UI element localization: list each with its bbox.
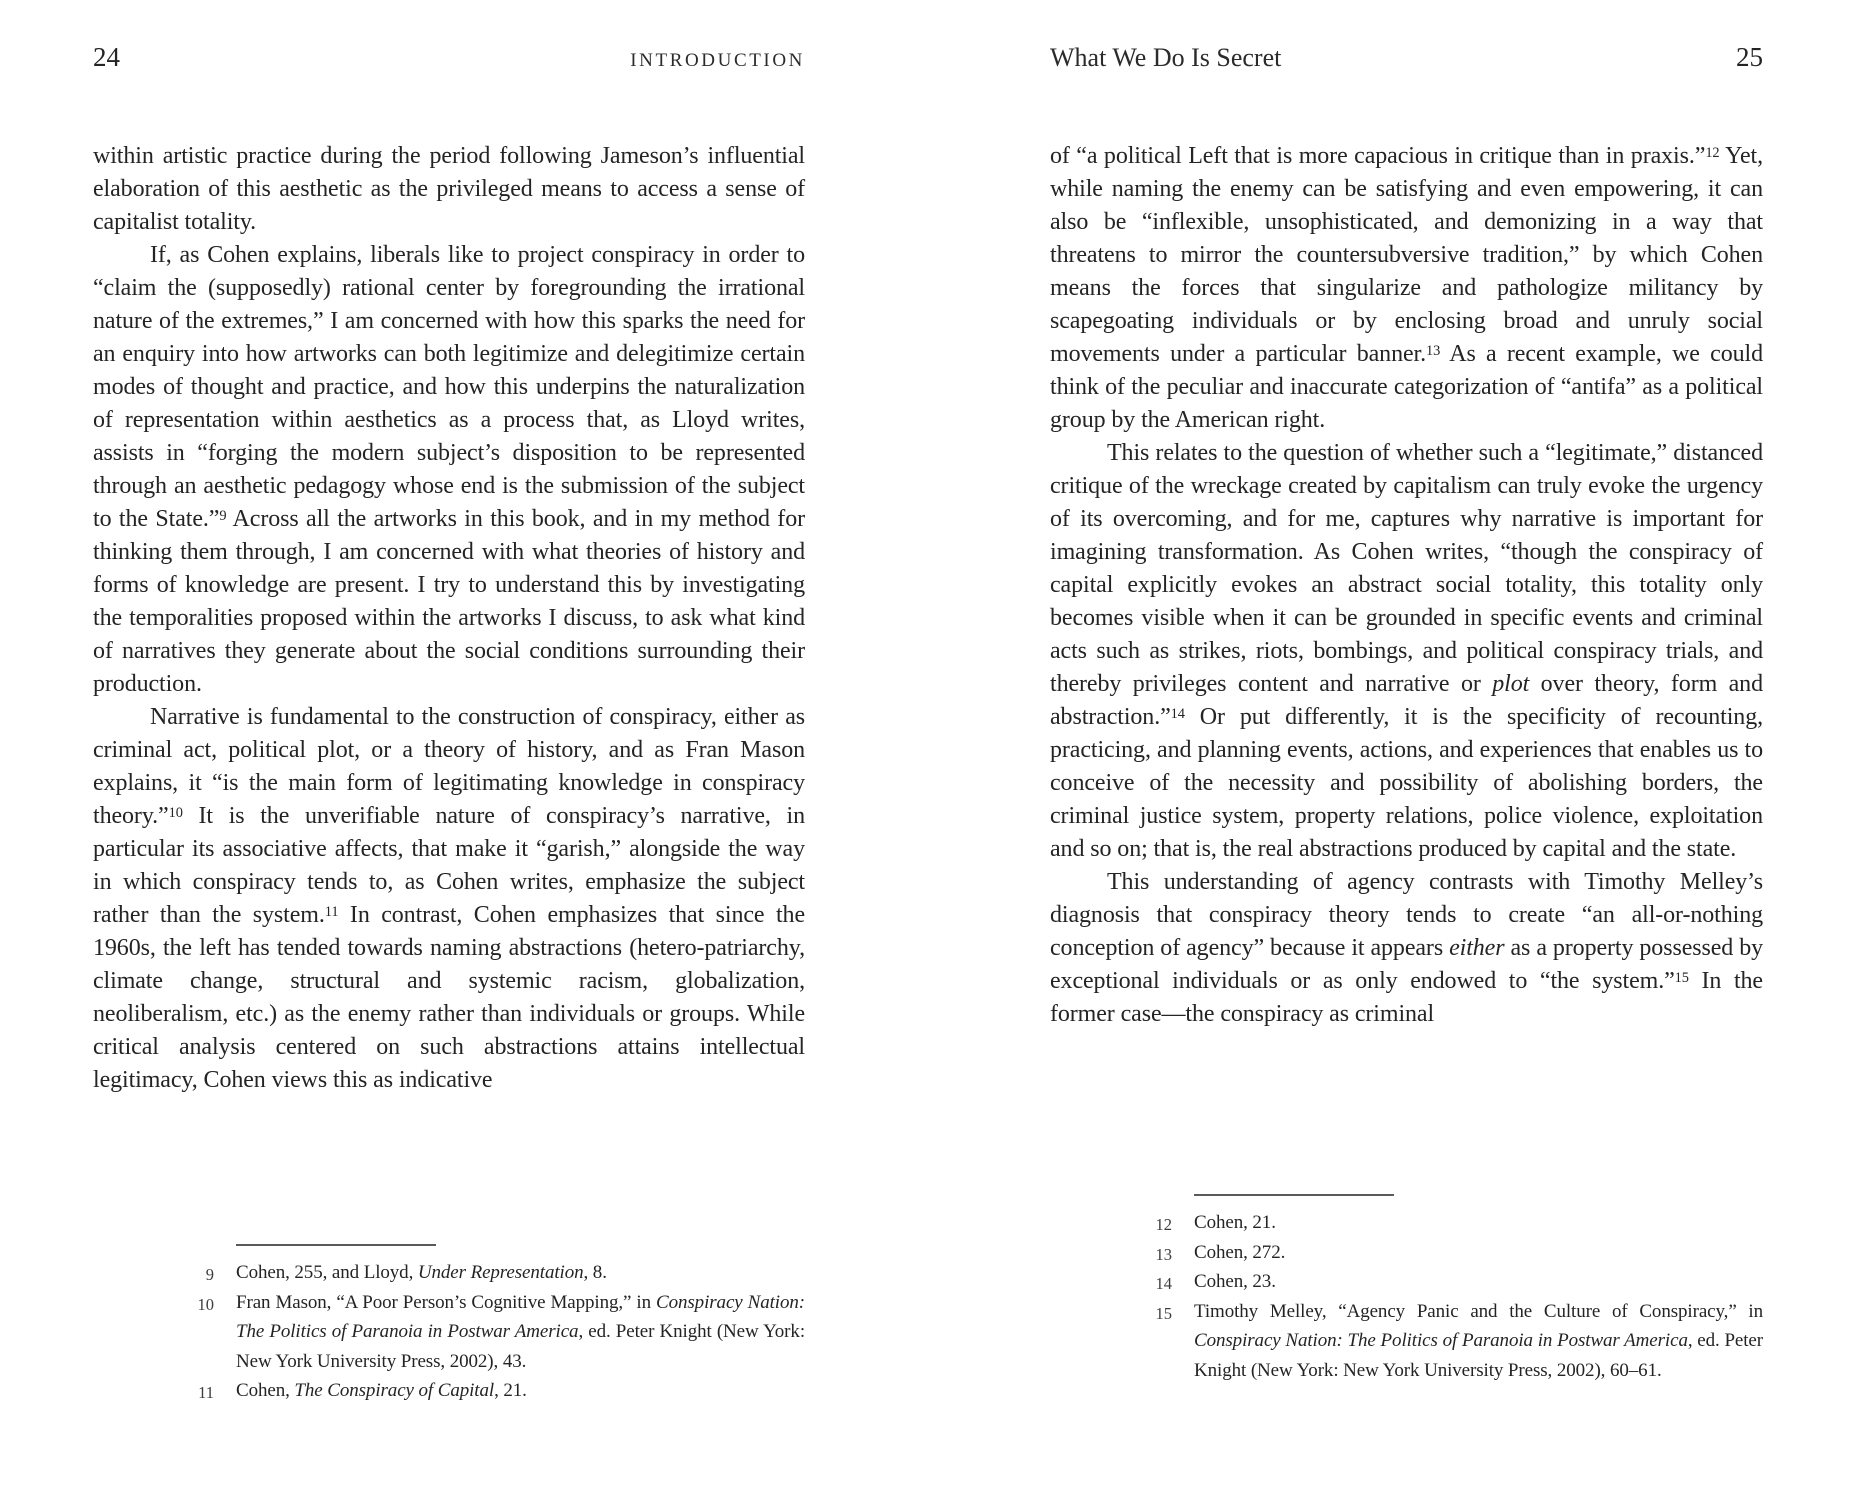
footnote-text: Cohen, 23.: [1194, 1271, 1276, 1292]
footnote-text: Cohen, 272.: [1194, 1241, 1286, 1263]
running-head-right: What We Do Is Secret: [1050, 43, 1282, 72]
paragraph: Narrative is fundamental to the construction of conspiracy, either as criminal act, political plot, or a theory of history, and as Fran Mason explains, it “is the main form of legitimating knowledge in conspiracy theory.”$^{10}$ It is the unverifiable nature of conspiracy’s narrative, in particular its associative affects, that make it “garish,” alongside the way in which conspiracy tends to, as Cohen writes, emphasize the subject rather than the system.$^{11}$ In contrast, Cohen emphasizes that since the 1960s, the left has tended towards naming abstractions (hetero-patriarchy, climate change, structural and systemic racism, globalization, neoliberalism, etc.) as the enemy rather than individuals or groups. While critical analysis centered on such abstractions attains intellectual legitimacy, Cohen views this as indicative: [93, 704, 805, 1093]
paragraph: This relates to the question of whether such a “legitimate,” distanced critique of the wreckage created by capitalism can truly evoke the urgency of its overcoming, and for me, captures why narrative is important for imagining transformation. As Cohen writes, “though the conspiracy of capital explicitly evokes an abstract social totality, this totality only becomes visible when it can be grounded in specific events and criminal acts such as strikes, riots, bombings, and political conspiracy trials, and thereby privileges content and narrative or plot over theory, form and abstraction.”$^{14}$ Or put differently, it is the specificity of recounting, practicing, and planning events, actions, and experiences that enables us to conceive of the necessity and possibility of abolishing borders, the criminal justice system, property relations, police violence, exploitation and so on; that is, the real abstractions produced by capital and the state.: [1050, 440, 1763, 862]
footnote-number: 15: [1155, 1303, 1172, 1323]
footnote: [205, 1258, 805, 1288]
body-text-right: [1050, 140, 1763, 1031]
footnote-text: Fran Mason, “A Poor Person’s Cognitive Mapping,” in Conspiracy Nation: The Politics of Paranoia in Postwar America, ed. Peter Knight (New York: New York University Press, 2002), 43.: [236, 1291, 805, 1372]
footnote: [197, 1288, 805, 1377]
footnote: [198, 1376, 805, 1406]
footnote-separator-left: [236, 1244, 436, 1246]
footnote-separator-right: [1194, 1194, 1394, 1196]
right-page: [1050, 0, 1763, 1500]
footnote-number: 12: [1155, 1215, 1172, 1234]
running-head-left: INTRODUCTION: [630, 50, 805, 71]
left-running-head-row: [93, 44, 805, 71]
footnotes-left: [197, 1244, 805, 1406]
footnote-text: Cohen, The Conspiracy of Capital, 21.: [236, 1380, 527, 1401]
footnote-number: 14: [1155, 1274, 1172, 1293]
paragraph: within artistic practice during the period following Jameson’s influential elaboration of this aesthetic as the privileged means to access a sense of capitalist totality.: [93, 143, 805, 235]
page-number-left: 24: [93, 42, 120, 72]
footnote: [1155, 1208, 1763, 1238]
footnote-text: Timothy Melley, “Agency Panic and the Culture of Conspiracy,” in Conspiracy Nation: The Politics of Paranoia in Postwar America, ed. Peter Knight (New York: New York University Press, 2002), 60–61.: [1194, 1300, 1763, 1381]
page-number-right: 25: [1736, 42, 1763, 72]
footnote-number: 10: [197, 1294, 214, 1314]
footnote-text: Cohen, 255, and Lloyd, Under Representation, 8.: [236, 1262, 607, 1283]
footnotes-right: [1155, 1194, 1763, 1385]
footnote: [1155, 1297, 1763, 1386]
paragraph: This understanding of agency contrasts with Timothy Melley’s diagnosis that conspiracy theory tends to create “an all-or-nothing conception of agency” because it appears either as a property possessed by exceptional individuals or as only endowed to “the system.”$^{15}$ In the former case—the conspiracy as criminal: [1050, 869, 1763, 1027]
left-page: [93, 0, 805, 1500]
footnote: [1155, 1238, 1763, 1268]
footnote-number: 11: [198, 1383, 214, 1402]
footnote: [1155, 1267, 1763, 1297]
paragraph: If, as Cohen explains, liberals like to project conspiracy in order to “claim the (supposedly) rational center by foregrounding the irrational nature of the extremes,” I am concerned with how this sparks the need for an enquiry into how artworks can both legitimize and delegitimize certain modes of thought and practice, and how this underpins the naturalization of representation within aesthetics as a process that, as Lloyd writes, assists in “forging the modern subject’s disposition to be represented through an aesthetic pedagogy whose end is the submission of the subject to the State.”$^9$ Across all the artworks in this book, and in my method for thinking them through, I am concerned with what theories of history and forms of knowledge are present. I try to understand this by investigating the temporalities proposed within the artworks I discuss, to ask what kind of narratives they generate about the social conditions surrounding their production.: [93, 242, 805, 697]
footnote-number: 13: [1155, 1244, 1172, 1264]
right-running-head-row: [1050, 44, 1763, 71]
footnote-number: 9: [205, 1265, 214, 1284]
paragraph: of “a political Left that is more capacious in critique than in praxis.”$^{12}$ Yet, while naming the enemy can be satisfying and even empowering, it can also be “inflexible, unsophisticated, and demonizing in a way that threatens to mirror the countersubversive tradition,” by which Cohen means the forces that singularize and pathologize militancy by scapegoating individuals or by enclosing broad and unruly social movements under a particular banner.$^{13}$ As a recent example, we could think of the peculiar and inaccurate categorization of “antifa” as a political group by the American right.: [1050, 143, 1764, 433]
body-text-left: [93, 140, 805, 1097]
footnote-text: Cohen, 21.: [1194, 1212, 1276, 1233]
